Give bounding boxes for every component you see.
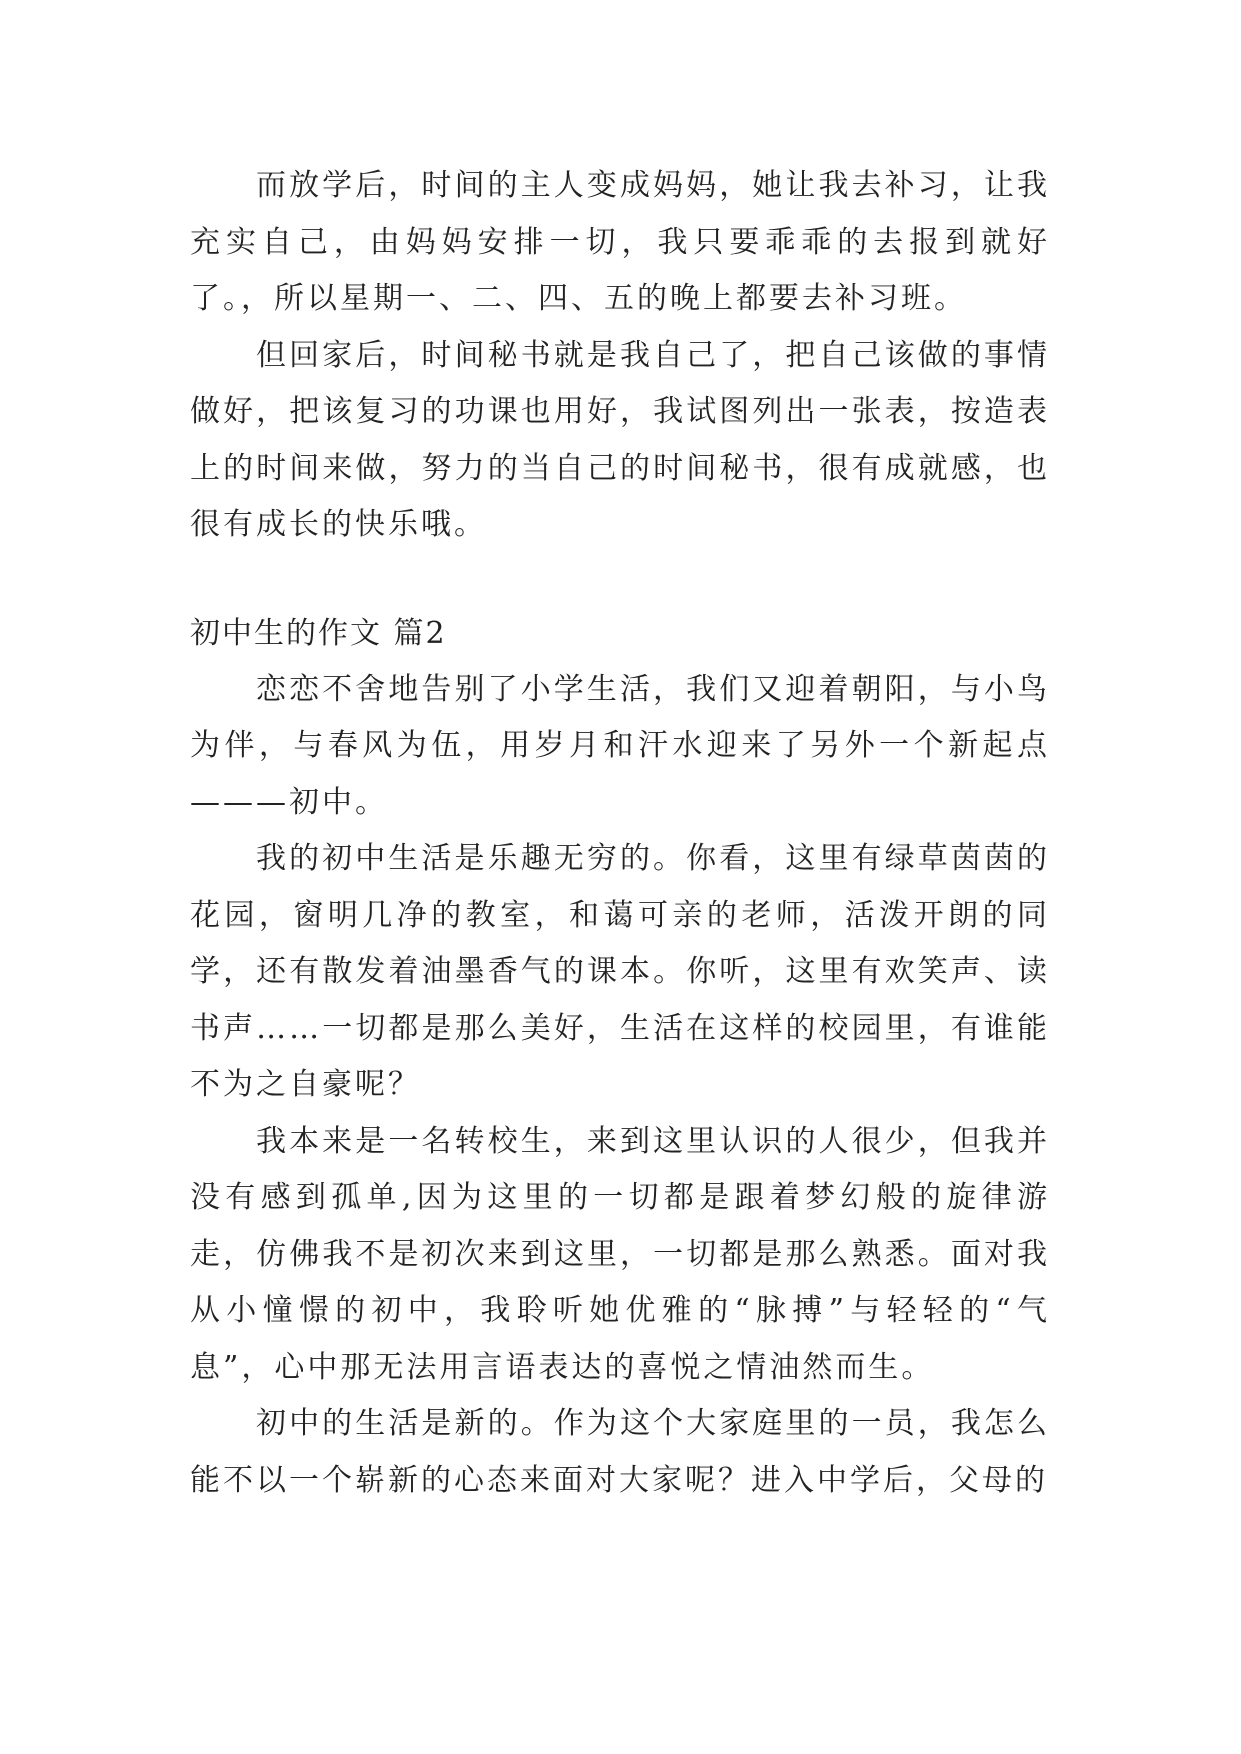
- paragraph: 但回家后，时间秘书就是我自己了，把自己该做的事情做好，把该复习的功课也用好，我试图列出一张表，按造表上的时间来做，努力的当自己的时间秘书，很有成就感，也很有成长的快乐哦。: [190, 337, 1050, 542]
- section-title: 初中生的作文 篇2: [190, 615, 447, 651]
- paragraph: 我的初中生活是乐趣无穷的。你看，这里有绿草茵茵的花园，窗明几净的教室，和蔼可亲的老师，活泼开朗的同学，还有散发着油墨香气的课本。你听，这里有欢笑声、读书声……一切都是那么美好，生活在这样的校园里，有谁能不为之自豪呢？: [190, 841, 1050, 1102]
- paragraph: 初中的生活是新的。作为这个大家庭里的一员，我怎么能不以一个崭新的心态来面对大家呢？进入中学后，父母的: [190, 1406, 1050, 1498]
- paragraph: 而放学后，时间的主人变成妈妈，她让我去补习，让我充实自己，由妈妈安排一切，我只要乖乖的去报到就好了。，所以星期一、二、四、五的晚上都要去补习班。: [190, 168, 1050, 316]
- paragraph: 我本来是一名转校生，来到这里认识的人很少，但我并没有感到孤单,因为这里的一切都是跟着梦幻般的旋律游走，仿佛我不是初次来到这里，一切都是那么熟悉。面对我从小憧憬的初中，我聆听她优雅的“脉搏”与轻轻的“气息”，心中那无法用言语表达的喜悦之情油然而生。: [190, 1123, 1050, 1385]
- paragraph: 恋恋不舍地告别了小学生活，我们又迎着朝阳，与小鸟为伴，与春风为伍，用岁月和汗水迎来了另外一个新起点———初中。: [190, 671, 1050, 820]
- document-body: [190, 158, 1050, 1509]
